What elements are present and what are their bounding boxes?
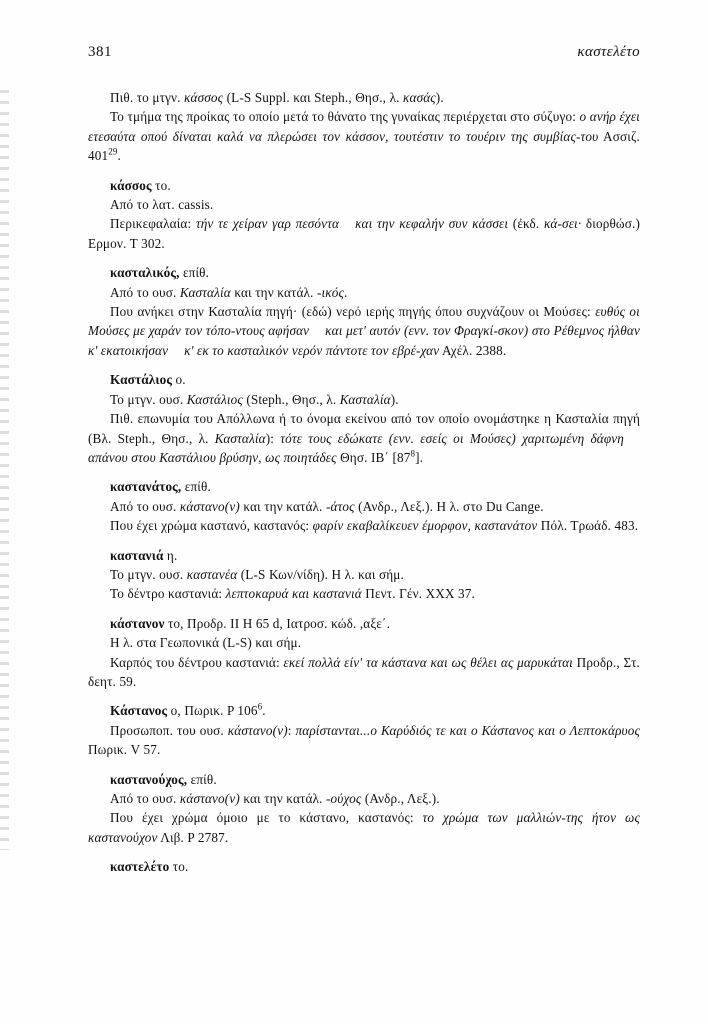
- page-number: 381: [88, 44, 112, 60]
- definition-colon: :: [287, 722, 296, 738]
- continuation-lemma-2: κασάς: [403, 90, 436, 105]
- page-header: [88, 44, 640, 61]
- headword-line: [88, 370, 640, 389]
- continuation-prefix: Πιθ. το μτγν.: [110, 90, 185, 105]
- etymology-mid: και την κατάλ.: [239, 791, 326, 806]
- citation-quote-a: ευθύς οι Μούσες με χαράν τον τόπο-ντους αφήσαν: [88, 304, 640, 339]
- headword-gender: η.: [163, 547, 178, 563]
- citation-quote-a: τότε τους εδώκατε (ενν. εσείς οι Μούσες) χαριτωμένη δάφνη: [280, 430, 624, 446]
- etymology-line: [88, 497, 640, 516]
- headword-partofspeech: επίθ.: [179, 265, 210, 281]
- citation-quote: το χρώμα των μαλλιών-της ήτον ως καστανούχον: [88, 810, 640, 845]
- etymology-end: (Ανδρ., Λεξ.). Η λ. στο Du Cange.: [354, 498, 544, 514]
- headword-gender: ο.: [172, 372, 186, 388]
- etymology-prefix: Από το ουσ.: [110, 498, 180, 514]
- headword-line: [88, 614, 640, 633]
- etymology-suffix: -ικός: [316, 284, 345, 300]
- definition-line: [88, 409, 640, 467]
- entry-spacer: [88, 253, 640, 263]
- citation-quote-c: κ' εκ το κασταλικόν νερόν πάντοτε τον εβρέ-χαν: [184, 342, 440, 358]
- citation-superscript: 8: [410, 448, 416, 459]
- citation-source: Θησ. ΙΒ΄ [87: [336, 449, 411, 465]
- definition-line: [88, 653, 640, 692]
- etymology-text: Από το λατ. cassis.: [110, 197, 214, 213]
- citation-note-variant: κά-σει·: [543, 216, 582, 232]
- definition-line: [88, 721, 640, 760]
- etymology-base: Καστάλιος: [186, 391, 243, 407]
- entry-spacer: [88, 691, 640, 701]
- headword-partofspeech: επίθ.: [187, 771, 217, 787]
- continuation-gloss-text: Το τμήμα της προίκας το οποίο μετά το θάνατο της γυναίκας περιέρχεται στο σύζυγο:: [110, 109, 577, 125]
- headword-source-end: .: [262, 703, 266, 719]
- citation-quote: λεπτοκαρυά και καστανιά: [225, 586, 362, 602]
- headword-gender-and-source: το, Προδρ. II Η 65 d, Ιατροσ. κώδ. ,αξε΄.: [164, 615, 391, 631]
- text-column: [88, 88, 640, 877]
- citation-quote: φαρίν εκαβαλίκευεν έμορφον, καστανάτον: [312, 518, 538, 534]
- headword: κασταλικός,: [110, 265, 180, 281]
- entry-kastalikos: [88, 263, 640, 360]
- headword-gender: το.: [151, 177, 171, 193]
- entry-spacer: [88, 760, 640, 770]
- continuation-citation-superscript: 29: [108, 146, 118, 157]
- etymology-base: καστανέα: [186, 566, 238, 582]
- headword-line: [88, 701, 640, 720]
- etymology-end: (Ανδρ., Λεξ.).: [361, 791, 440, 806]
- citation-source: διορθώσ.) Ερμον. Τ 302.: [88, 216, 640, 251]
- headword: καστανούχος,: [110, 771, 188, 787]
- headword: Κάστανος: [110, 703, 168, 719]
- citation-source: Πόλ. Τρωάδ. 483.: [537, 518, 639, 534]
- etymology-end: (L-S Κων/νίδη). Η λ. και σήμ.: [237, 566, 404, 582]
- citation-quote-b: απάνου στου Καστάλιου βρύσην, ως ποιητάδες: [88, 449, 337, 465]
- definition-text: Πιθ. επωνυμία του Απόλλωνα ή το όνομα εκείνου από τον οποίο ονομάστηκε η Κασταλία πηγή (Βλ. Steph., Θησ., λ.: [88, 411, 640, 446]
- etymology-line: [88, 390, 640, 409]
- continuation-line-1: [88, 88, 640, 107]
- citation-quote: παρίστανται...ο Καρύδιός τε και ο Κάστανος και ο Λεπτοκάρυος: [295, 722, 640, 738]
- etymology-prefix: Από το ουσ.: [110, 284, 180, 300]
- continuation-gloss: [88, 107, 640, 165]
- entry-spacer: [88, 166, 640, 176]
- definition-line: [88, 808, 640, 847]
- citation-source: Αχέλ. 2388.: [439, 342, 507, 358]
- definition-text: Που έχει χρώμα όμοιο με το κάστανο, καστανός:: [110, 810, 423, 826]
- entry-kastalios: [88, 370, 640, 467]
- citation-quote: εκεί πολλά είν' τα κάστανα και ως θέλει ας μαρυκάται: [283, 654, 573, 670]
- etymology-suffix: -άτος: [325, 498, 355, 514]
- continuation-citation-end: .: [117, 148, 121, 164]
- citation-source: Πωρικ. V 57.: [88, 742, 161, 758]
- definition-text: Περικεφαλαία:: [110, 216, 196, 232]
- definition-text: Το δέντρο καστανιά:: [110, 586, 226, 602]
- definition-colon: ):: [265, 430, 281, 446]
- etymology-base: κάστανο(ν): [179, 498, 240, 514]
- etymology-base: κάστανο(ν): [179, 791, 240, 806]
- headword-line: [88, 857, 640, 876]
- etymology-reference: Κασταλία: [339, 391, 391, 407]
- etymology-text: Η λ. στα Γεωπονικά (L-S) και σήμ.: [110, 635, 302, 651]
- entry-kastanouchos: [88, 770, 640, 848]
- scan-edge-artifact: [0, 90, 9, 850]
- etymology-mid: (Steph., Θησ., λ.: [242, 391, 340, 407]
- headword-line: [88, 477, 640, 496]
- definition-line: [88, 214, 640, 253]
- citation-note-open: (ἐκδ.: [508, 216, 544, 232]
- running-head: καστελέτο: [577, 44, 640, 60]
- citation-quote-a: τήν τε χείραν γαρ πεσόντα: [195, 216, 340, 232]
- headword-line: [88, 770, 640, 789]
- entry-kassos: [88, 176, 640, 254]
- etymology-prefix: Το μτγν. ουσ.: [110, 391, 187, 407]
- citation-quote-b: και την κεφαλήν συν κάσσει: [355, 216, 509, 232]
- definition-line: [88, 516, 640, 535]
- continuation-citation: Ασσιζ. 401: [88, 128, 641, 164]
- entry-kastanatos: [88, 477, 640, 535]
- entry-kastania: [88, 546, 640, 604]
- continuation-lemma: κάσσος: [184, 90, 224, 105]
- headword-line: [88, 263, 640, 282]
- etymology-line: [88, 789, 640, 808]
- headword: Καστάλιος: [110, 372, 173, 388]
- headword: κάστανον: [110, 615, 165, 631]
- citation-quote-b: και μετ' αυτόν (ενν. τον Φραγκί-σκον) στο Ρέθεμνος ήλθαν κ' εκατοικήσαν: [88, 323, 640, 358]
- definition-base: κάστανο(ν): [227, 722, 288, 738]
- entry-spacer: [88, 467, 640, 477]
- headword: καστανιά: [110, 547, 164, 563]
- continuation-source-b: ).: [435, 90, 444, 105]
- headword-line: [88, 546, 640, 565]
- etymology-mid: και την κατάλ.: [239, 498, 326, 514]
- definition-line: [88, 302, 640, 360]
- headword-partofspeech: επίθ.: [181, 479, 211, 495]
- entry-spacer: [88, 604, 640, 614]
- definition-text: Καρπός του δέντρου καστανιά:: [110, 654, 284, 670]
- definition-text: Προσωποπ. του ουσ.: [110, 722, 228, 738]
- etymology-suffix: -ούχος: [325, 791, 362, 806]
- entry-continuation: [88, 88, 640, 166]
- entry-spacer: [88, 360, 640, 370]
- continuation-source-a: (L-S Suppl. και Steph., Θησ., λ.: [223, 90, 404, 105]
- entry-kasteleto: [88, 857, 640, 876]
- headword: κάσσος: [110, 177, 152, 193]
- definition-line: [88, 584, 640, 603]
- headword: καστανάτος,: [110, 479, 182, 495]
- headword-source-superscript: 6: [257, 701, 263, 712]
- citation-source: Πεντ. Γέν. XXX 37.: [361, 586, 475, 602]
- entry-spacer: [88, 536, 640, 546]
- etymology-line: [88, 283, 640, 302]
- etymology-end: ).: [390, 391, 399, 407]
- entry-kastanon: [88, 614, 640, 692]
- etymology-line: [88, 633, 640, 652]
- definition-text: Που έχει χρώμα καστανό, καστανός:: [110, 518, 313, 534]
- headword: καστελέτο: [110, 859, 170, 875]
- entry-spacer: [88, 847, 640, 857]
- continuation-quote: ο ανήρ έχει ετεσαύτα οπού δίναται καλά να πλερώσει τον κάσσον, τουτέστιν το τουέριν της συμβίας-του: [88, 109, 640, 144]
- headword-line: [88, 176, 640, 195]
- etymology-end: .: [344, 284, 348, 300]
- etymology-prefix: Το μτγν. ουσ.: [110, 566, 187, 582]
- citation-source: Προδρ., Στ. δεητ. 59.: [88, 654, 640, 689]
- etymology-base: Κασταλία: [179, 284, 231, 300]
- headword-gender-and-source: ο, Πωρικ. P 106: [167, 703, 258, 719]
- etymology-mid: και την κατάλ.: [230, 284, 317, 300]
- etymology-line: [88, 565, 640, 584]
- etymology-line: [88, 195, 640, 214]
- definition-reference: Κασταλία: [214, 430, 266, 446]
- citation-end: ].: [415, 449, 424, 465]
- headword-gender: το.: [169, 859, 189, 875]
- definition-text: Που ανήκει στην Κασταλία πηγή· (εδώ) νερό ιερής πηγής όπου συχνάζουν οι Μούσες:: [110, 304, 591, 320]
- entry-kastanos: [88, 701, 640, 759]
- etymology-prefix: Από το ουσ.: [110, 791, 180, 806]
- citation-source: Λιβ. P 2787.: [157, 829, 229, 845]
